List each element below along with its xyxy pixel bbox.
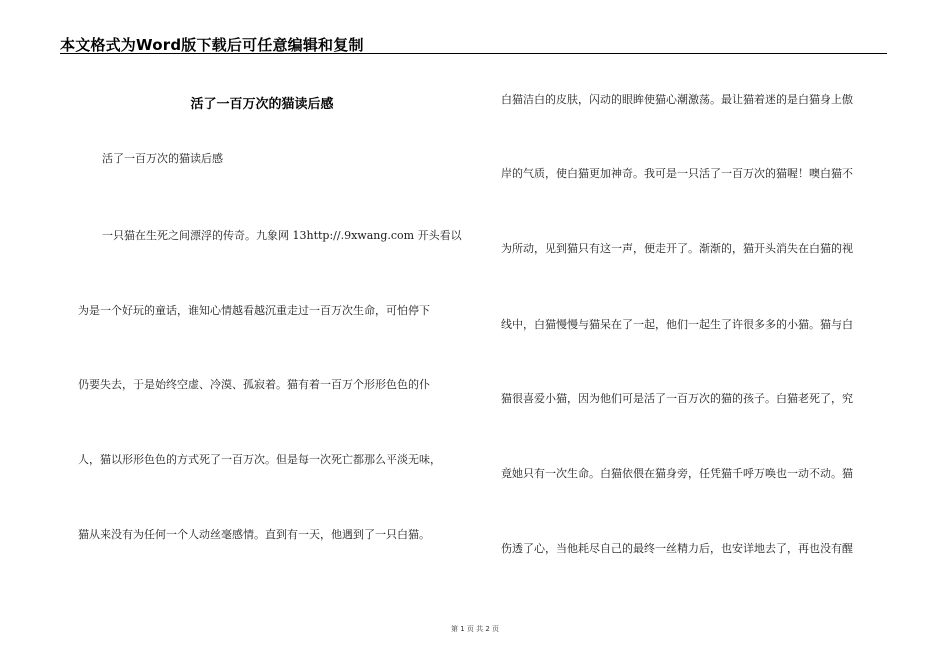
right-line-3: 为所动，见到猫只有这一声，便走开了。渐渐的，猫开头消失在白猫的视	[501, 242, 853, 255]
right-line-7: 伤透了心，当他耗尽自己的最终一丝精力后，也安详地去了，再也没有醒	[501, 542, 853, 555]
left-line-3: 为是一个好玩的童话，谁知心情越看越沉重走过一百万次生命，可怕停下	[78, 304, 430, 317]
banner-divider	[60, 53, 887, 54]
left-line-1: 活了一百万次的猫读后感	[102, 152, 223, 165]
page-number: 第 1 页 共 2 页	[450, 625, 500, 633]
right-line-4: 线中，白猫慢慢与猫呆在了一起，他们一起生了许很多多的小猫。猫与白	[501, 318, 853, 331]
document-banner: 本文格式为Word版下载后可任意编辑和复制	[60, 36, 364, 54]
left-line-2: 一只猫在生死之间漂浮的传奇。九象网 13http://.9xwang.com 开头看以	[102, 229, 462, 242]
right-line-2: 岸的气质，使白猫更加神奇。我可是一只活了一百万次的猫喔！噢白猫不	[501, 167, 853, 180]
left-line-4: 仍要失去，于是始终空虚、冷漠、孤寂着。猫有着一百万个形形色色的仆	[78, 378, 430, 391]
right-line-6: 竟她只有一次生命。白猫依偎在猫身旁，任凭猫千呼万唤也一动不动。猫	[501, 467, 853, 480]
left-line-5: 人，猫以形形色色的方式死了一百万次。但是每一次死亡都那么平淡无味，	[78, 453, 441, 466]
right-line-1: 白猫洁白的皮肤，闪动的眼眸使猫心潮激荡。最让猫着迷的是白猫身上傲	[501, 93, 853, 106]
right-line-5: 猫很喜爱小猫，因为他们可是活了一百万次的猫的孩子。白猫老死了，究	[501, 392, 853, 405]
document-title: 活了一百万次的猫读后感	[190, 97, 334, 112]
left-line-6: 猫从来没有为任何一个人动丝毫感情。直到有一天，他遇到了一只白猫。	[78, 528, 430, 541]
